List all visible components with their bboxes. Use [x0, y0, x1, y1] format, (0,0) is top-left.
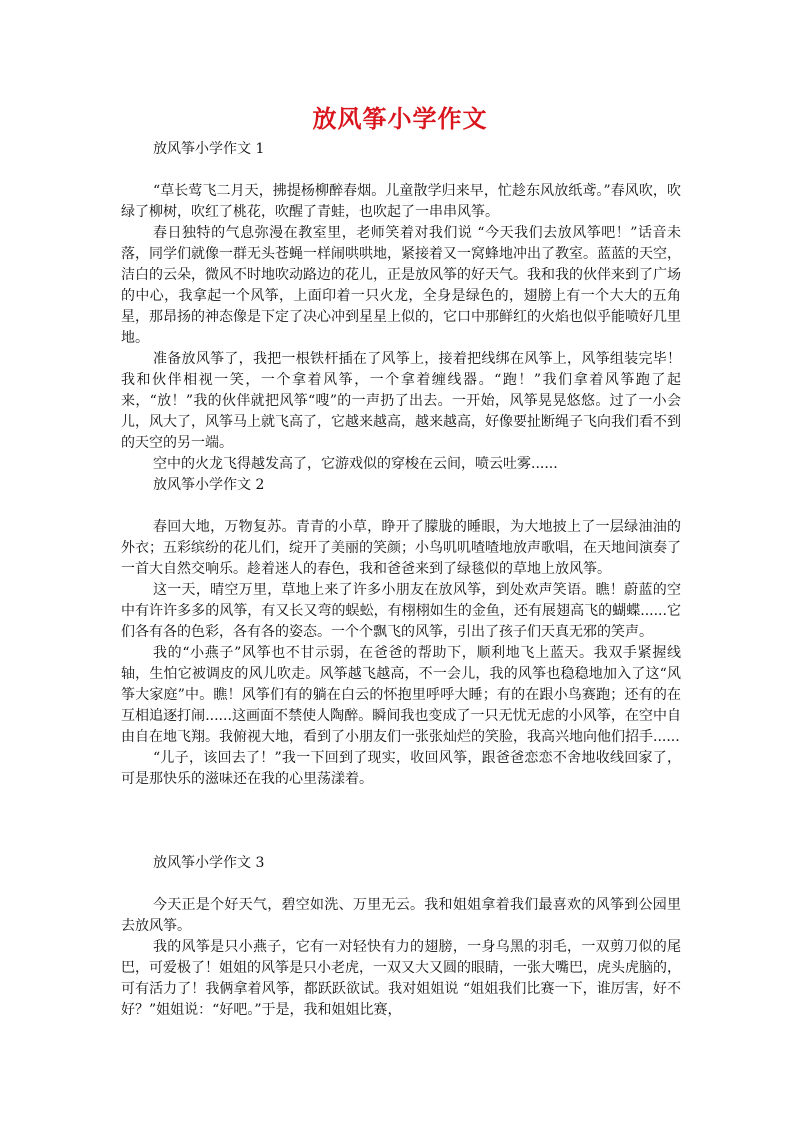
paragraph: 空中的火龙飞得越发高了，它游戏似的穿梭在云间，喷云吐雾......: [153, 456, 558, 472]
section-1-heading-block: [121, 139, 681, 160]
section-3-body: [121, 895, 681, 1021]
document-title: 放风筝小学作文: [312, 104, 488, 133]
section-heading: 放风筝小学作文 2: [153, 477, 265, 493]
paragraph: 我的风筝是只小燕子，它有一对轻快有力的翅膀，一身乌黑的羽毛，一双剪刀似的尾巴，可爱极了！姐姐的风筝是只小老虎，一双又大又圆的眼睛，一张大嘴巴，虎头虎脑的，可有活力了！我俩拿着风筝，都跃跃欲试。我对姐姐说 “姐姐我们比赛一下，谁厉害，好不好？”姐姐说：“好吧。”于是，我和姐姐比赛，: [121, 939, 681, 1018]
section-3-heading-block: [121, 853, 681, 874]
paragraph: 春日独特的气息弥漫在教室里，老师笑着对我们说 “今天我们去放风筝吧！”话音未落，同学们就像一群无头苍蝇一样闹哄哄地，紧接着又一窝蜂地冲出了教室。蓝蓝的天空，洁白的云朵，微风不时地吹动路边的花儿，正是放风筝的好天气。我和我的伙伴来到了广场的中心，我拿起一个风筝，上面印着一只火龙，全身是绿色的，翅膀上有一个大大的五角星，那昂扬的神态像是下定了决心冲到星星上似的，它口中那鲜红的火焰也似乎能喷好几里地。: [121, 225, 681, 346]
paragraph: 今天正是个好天气，碧空如洗、万里无云。我和姐姐拿着我们最喜欢的风筝到公园里去放风筝。: [121, 897, 681, 934]
section-2-body: [121, 517, 681, 790]
paragraph: 准备放风筝了，我把一根铁杆插在了风筝上，接着把线绑在风筝上，风筝组装完毕！我和伙伴相视一笑，一个拿着风筝，一个拿着缠线器。“跑！”我们拿着风筝跑了起来，“放！”我的伙伴就把风筝“嗖”的一声扔了出去。一开始，风筝晃晃悠悠。过了一小会儿，风大了，风筝马上就飞高了，它越来越高，越来越高，好像要扯断绳子飞向我们看不到的天空的另一端。: [121, 351, 681, 451]
paragraph: 我的“小燕子”风筝也不甘示弱，在爸爸的帮助下，顺利地飞上蓝天。我双手紧握线轴，生怕它被调皮的风儿吹走。风筝越飞越高，不一会儿，我的风筝也稳稳地加入了这“风筝大家庭”中。瞧！风筝们有的躺在白云的怀抱里呼呼大睡；有的在跟小鸟赛跑；还有的在互相追逐打闹......这画面不禁使人陶醉。瞬间我也变成了一只无忧无虑的小风筝，在空中自由自在地飞翔。我俯视大地，看到了小朋友们一张张灿烂的笑脸，我高兴地向他们招手......: [121, 645, 681, 745]
section-heading: 放风筝小学作文 3: [153, 855, 265, 871]
section-1-body: [121, 181, 681, 475]
paragraph: 这一天，晴空万里，草地上来了许多小朋友在放风筝，到处欢声笑语。瞧！蔚蓝的空中有许许多多的风筝，有又长又弯的蜈蚣，有栩栩如生的金鱼，还有展翅高飞的蝴蝶......它们各有各的色彩，各有各的姿态。一个个飘飞的风筝，引出了孩子们天真无邪的笑声。: [121, 582, 681, 640]
section-2-heading-block: [121, 475, 681, 496]
section-heading: 放风筝小学作文 1: [153, 141, 265, 157]
paragraph: “草长莺飞二月天，拂提杨柳醉春烟。儿童散学归来早，忙趁东风放纸鸢。”春风吹，吹绿了柳树，吹红了桃花，吹醒了青蛙，也吹起了一串串风筝。: [121, 183, 681, 220]
paragraph: “儿子，该回去了！”我一下回到了现实，收回风筝，跟爸爸恋恋不舍地收线回家了，可是那快乐的滋味还在我的心里荡漾着。: [121, 750, 681, 787]
paragraph: 春回大地，万物复苏。青青的小草，睁开了朦胧的睡眼，为大地披上了一层绿油油的外衣；五彩缤纷的花儿们，绽开了美丽的笑颜；小鸟叽叽喳喳地放声歌唱，在天地间演奏了一首大自然交响乐。趁着迷人的春色，我和爸爸来到了绿毯似的草地上放风筝。: [121, 519, 681, 577]
